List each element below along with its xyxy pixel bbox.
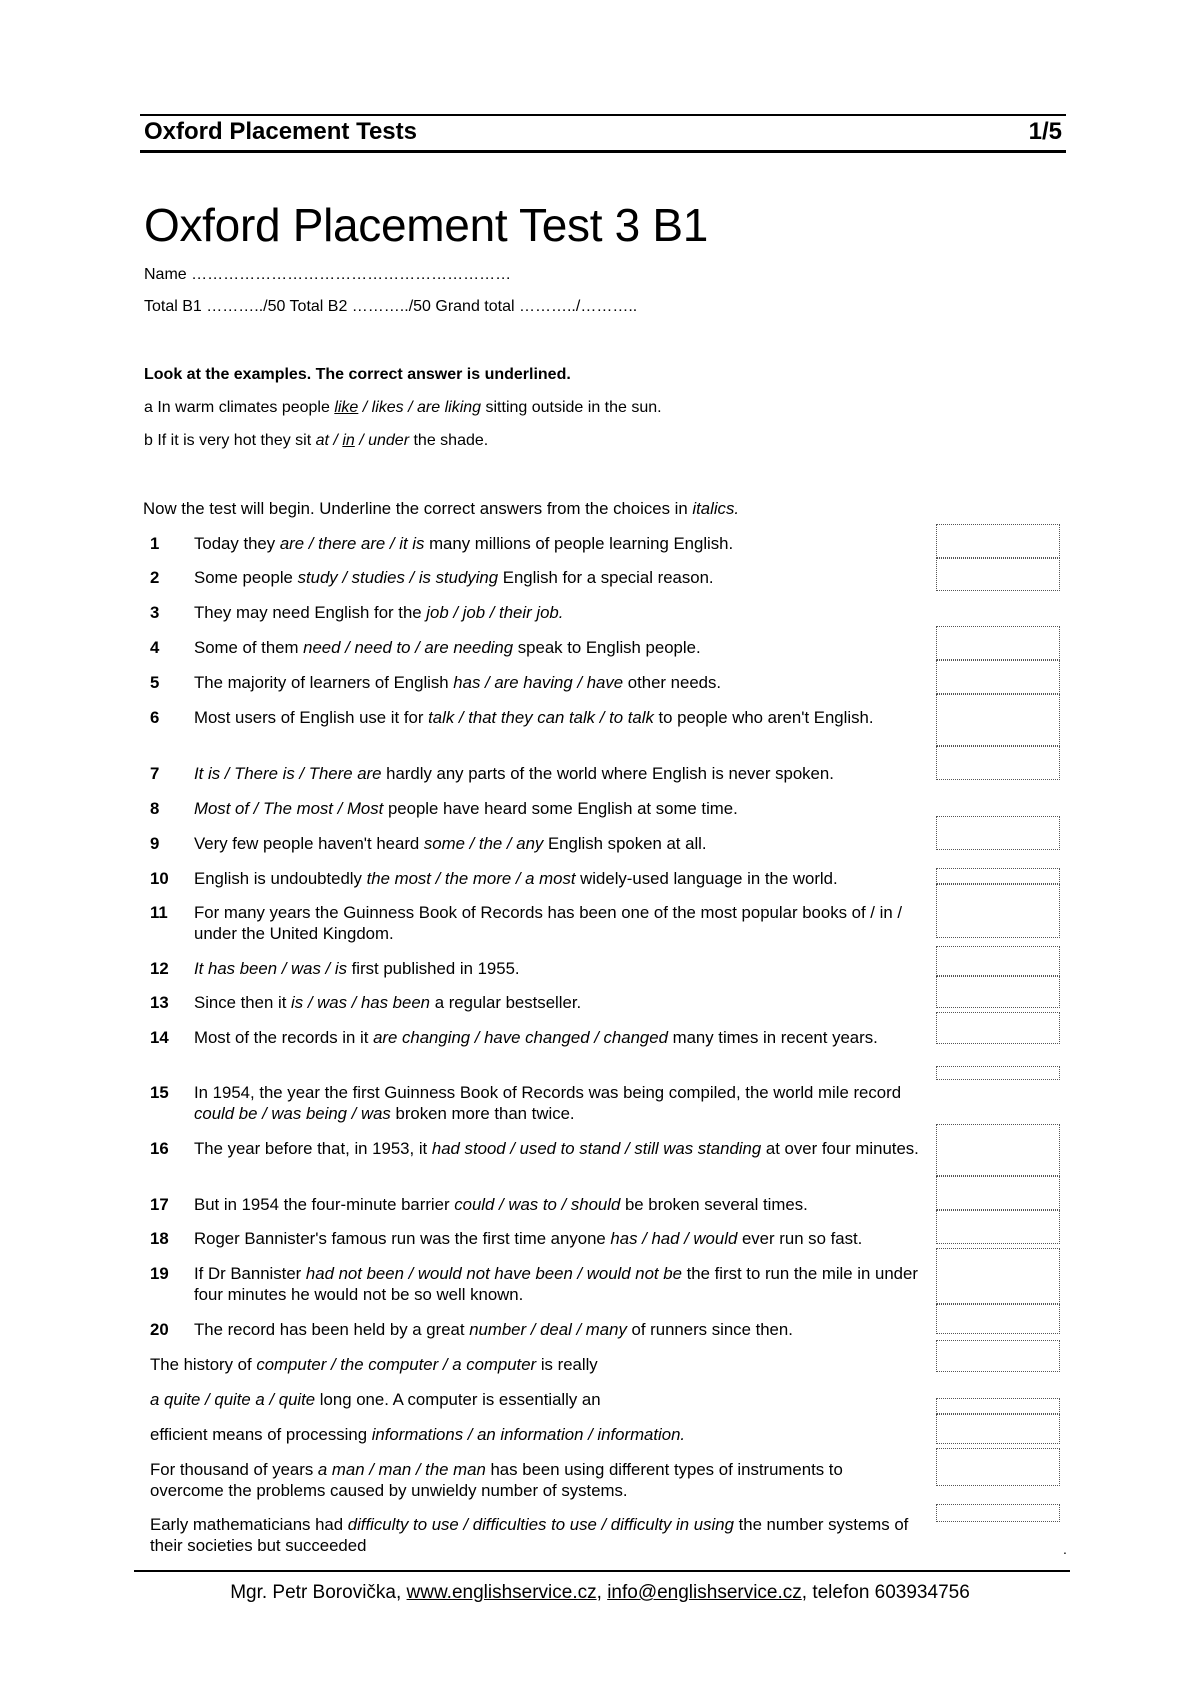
answer-box[interactable] — [936, 746, 1060, 780]
answer-choices[interactable]: informations / an information / information. — [371, 1425, 686, 1444]
page-number: 1/5 — [1028, 118, 1062, 145]
answer-choices[interactable]: are changing / have changed / changed — [373, 1028, 668, 1047]
answer-box[interactable] — [936, 660, 1060, 694]
question-16[interactable]: 16 The year before that, in 1953, it had stood / used to stand / still was standing at over four minutes. — [150, 1139, 919, 1158]
email-link[interactable]: info@englishservice.cz — [607, 1582, 802, 1603]
answer-choices[interactable]: talk / that they can talk / to talk — [428, 708, 654, 727]
header-title: Oxford Placement Tests — [144, 118, 417, 145]
question-8[interactable]: 8 Most of / The most / Most people have heard some English at some time. — [150, 799, 738, 818]
question-9[interactable]: 9 Very few people haven't heard some / the / any English spoken at all. — [150, 834, 707, 853]
question-5[interactable]: 5 The majority of learners of English has / are having / have other needs. — [150, 673, 722, 692]
answer-box[interactable] — [936, 1248, 1060, 1304]
question-6[interactable]: 6 Most users of English use it for talk / that they can talk / to talk to people who aren't English. — [150, 708, 874, 727]
answer-box[interactable] — [936, 868, 1060, 884]
page-footer: Mgr. Petr Borovička, www.englishservice.cz, info@englishservice.cz, telefon 603934756 — [230, 1582, 970, 1603]
answer-box[interactable] — [936, 1124, 1060, 1176]
example-a: a In warm climates people like / likes / are liking sitting outside in the sun. — [144, 399, 662, 416]
question-3[interactable]: 3 They may need English for the job / job / their job. — [150, 603, 564, 622]
answer-choices[interactable]: had stood / used to stand / still was standing — [431, 1139, 762, 1158]
answer-choices[interactable]: number / deal / many — [469, 1320, 627, 1339]
passage-line-3[interactable]: efficient means of processing informations / an information / information. — [150, 1425, 686, 1444]
answer-box[interactable] — [936, 1398, 1060, 1414]
question-10[interactable]: 10 English is undoubtedly the most / the more / a most widely-used language in the world. — [150, 869, 838, 888]
answer-box[interactable] — [936, 558, 1060, 591]
answer-box[interactable] — [936, 1448, 1060, 1486]
answer-box[interactable] — [936, 694, 1060, 746]
answer-box[interactable] — [936, 884, 1060, 938]
question-7[interactable]: 7 It is / There is / There are hardly any parts of the world where English is never spoken. — [150, 764, 834, 783]
question-1[interactable]: 1 Today they are / there are / it is many millions of people learning English. — [150, 534, 734, 553]
answer-box[interactable] — [936, 1176, 1060, 1210]
question-13[interactable]: 13 Since then it is / was / has been a regular bestseller. — [150, 993, 582, 1012]
answer-choices[interactable]: had not been / would not have been / would not be — [305, 1264, 682, 1283]
question-18[interactable]: 18 Roger Bannister's famous run was the first time anyone has / had / would ever run so fast. — [150, 1229, 863, 1248]
answer-choices[interactable]: It is / There is / There are — [194, 764, 382, 783]
website-link[interactable]: www.englishservice.cz — [406, 1582, 597, 1603]
answer-choices[interactable]: has / are having / have — [453, 673, 624, 692]
answer-choices[interactable]: the most / the more / a most — [366, 869, 576, 888]
question-4[interactable]: 4 Some of them need / need to / are needing speak to English people. — [150, 638, 701, 657]
answer-choices[interactable]: has / had / would — [610, 1229, 738, 1248]
answer-box[interactable] — [936, 946, 1060, 976]
answer-box[interactable] — [936, 816, 1060, 850]
page-header — [140, 114, 1066, 153]
answer-choices[interactable]: Most of / The most / Most — [194, 799, 384, 818]
question-14[interactable]: 14 Most of the records in it are changing / have changed / changed many times in recent years. — [150, 1028, 878, 1047]
test-title: Oxford Placement Test 3 B1 — [144, 199, 709, 251]
answer-box[interactable] — [936, 1340, 1060, 1372]
answer-choices[interactable]: is / was / has been — [291, 993, 431, 1012]
question-2[interactable]: 2 Some people study / studies / is studying English for a special reason. — [150, 568, 714, 587]
answer-choices[interactable]: could be / was being / was — [194, 1104, 391, 1123]
answer-choices[interactable]: a man / man / the man — [317, 1460, 486, 1479]
answer-box[interactable] — [936, 1066, 1060, 1080]
example-b-correct: in — [342, 432, 355, 449]
question-17[interactable]: 17 But in 1954 the four-minute barrier could / was to / should be broken several times. — [150, 1195, 808, 1214]
answer-choices[interactable]: study / studies / is studying — [297, 568, 499, 587]
question-15[interactable]: 15 In 1954, the year the first Guinness Book of Records was being compiled, the world mile record could be / was being / was broken more than twice. — [150, 1083, 902, 1123]
answer-choices[interactable]: computer / the computer / a computer — [256, 1355, 537, 1374]
passage-line-4[interactable]: For thousand of years a man / man / the man has been using different types of instruments to overcome the problems caused by unwieldy number of systems. — [150, 1460, 843, 1500]
answer-choices[interactable]: job / job / their job. — [426, 603, 564, 622]
answer-box[interactable] — [936, 1210, 1060, 1244]
answer-choices[interactable]: difficulty to use / difficulties to use / difficulty in using — [347, 1515, 734, 1534]
question-19[interactable]: 19 If Dr Bannister had not been / would not have been / would not be the first to run the mile in under four minutes he would not be so well known. — [150, 1264, 918, 1304]
question-11[interactable]: 11 For many years the Guinness Book of Records has been one of the most popular books of / in / under the United Kingdom. — [150, 903, 902, 943]
question-12[interactable]: 12 It has been / was / is first published in 1955. — [150, 959, 520, 978]
examples-heading: Look at the examples. The correct answer is underlined. — [144, 366, 571, 383]
answer-box[interactable] — [936, 1012, 1060, 1044]
question-20[interactable]: 20 The record has been held by a great number / deal / many of runners since then. — [150, 1320, 793, 1339]
example-b: b If it is very hot they sit at / in / under the shade. — [144, 432, 489, 449]
total-line: Total B1 ………../50 Total B2 ………../50 Grand total ………../……….. — [144, 298, 638, 315]
passage-line-1[interactable]: The history of computer / the computer / a computer is really — [150, 1355, 598, 1374]
answer-choices[interactable]: need / need to / are needing — [303, 638, 514, 657]
margin-dot: . — [1063, 1541, 1067, 1557]
answer-box[interactable] — [936, 976, 1060, 1008]
answer-box[interactable] — [936, 524, 1060, 558]
answer-choices[interactable]: It has been / was / is — [194, 959, 347, 978]
example-a-correct: like — [334, 399, 359, 416]
answer-choices[interactable]: a quite / quite a / quite — [150, 1390, 316, 1409]
begin-instruction: Now the test will begin. Underline the correct answers from the choices in italics. — [143, 499, 739, 518]
answer-choices[interactable]: some / the / any — [423, 834, 544, 853]
passage-line-5[interactable]: Early mathematicians had difficulty to use / difficulties to use / difficulty in using the number systems of their societies but succeeded — [150, 1515, 909, 1555]
passage-line-2[interactable]: a quite / quite a / quite long one. A computer is essentially an — [150, 1390, 601, 1409]
answer-choices[interactable]: could / was to / should — [454, 1195, 621, 1214]
name-line: Name …………………………………………………… — [144, 266, 512, 283]
answer-box[interactable] — [936, 626, 1060, 660]
footer-divider — [134, 1570, 1070, 1572]
answer-box[interactable] — [936, 1304, 1060, 1334]
answer-box[interactable] — [936, 1414, 1060, 1444]
answer-box[interactable] — [936, 1504, 1060, 1522]
answer-choices[interactable]: are / there are / it is — [279, 534, 425, 553]
